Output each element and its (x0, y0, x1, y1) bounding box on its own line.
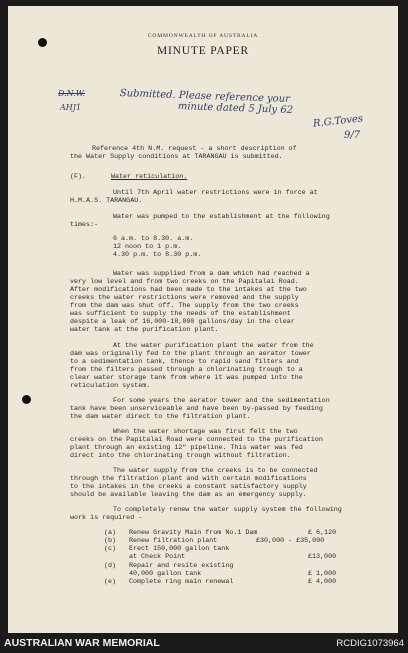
p7-line-2: through the filtration plant and with certain modifications (70, 475, 307, 483)
p6-line-3: plant through an existing 12" pipeline. This water was fed (70, 444, 303, 452)
p4-line-1: At the water purification plant the water from the (113, 342, 314, 350)
time-3: 4.30 p.m. to 8.30 p.m. (113, 251, 202, 259)
work-c-desc-2: at Check Point (129, 553, 186, 561)
handwritten-reference: D.N.W. (58, 89, 86, 98)
work-a-label: (a) (104, 529, 117, 537)
work-c-label: (c) (104, 545, 117, 553)
p4-line-4: from the filters passed through a chlorinating trough to a (70, 366, 303, 374)
p2-line-2: times:- (70, 221, 99, 229)
time-2: 12 noon to 1 p.m. (113, 243, 182, 251)
handwritten-note-line-1: Submitted. Please reference your (119, 88, 291, 105)
p3-line-5: from the dam was shut off. The supply from the two creeks (70, 302, 299, 310)
p3-line-6: was sufficient to supply the needs of the establishment (70, 310, 291, 318)
p8-line-2: work is required - (70, 514, 143, 522)
work-b-cost: £30,000 - £35,000 (256, 537, 325, 545)
work-e-label: (e) (104, 578, 117, 586)
document-page (8, 6, 398, 633)
work-e-desc: Complete ring main renewal (129, 578, 234, 586)
work-b-label: (b) (104, 537, 117, 545)
p2-line-1: Water was pumped to the establishment at the following (113, 213, 330, 221)
p7-line-1: The water supply from the creeks is to be connected (113, 467, 318, 475)
p4-line-6: reticulation system. (70, 382, 151, 390)
p3-line-4: creeks the water restrictions were removed and the supply (70, 294, 299, 302)
punch-hole-middle (22, 395, 31, 404)
work-d-desc-2: 40,000 gallon tank (129, 570, 202, 578)
work-a-desc: Renew Gravity Main from No.1 Dam (129, 529, 258, 537)
footer-source: AUSTRALIAN WAR MEMORIAL (4, 637, 160, 649)
p6-line-2: creeks on the Papitalai Road were connected to the purification (70, 436, 323, 444)
p5-line-3: the dam water direct to the filtration plant. (70, 413, 251, 421)
work-c-cost: £13,000 (308, 553, 337, 561)
page-title: MINUTE PAPER (157, 45, 249, 57)
work-d-desc-1: Repair and resite existing (129, 562, 234, 570)
work-d-label: (d) (104, 562, 117, 570)
p3-line-7: despite a leak of 16,000-18,000 gallons/day in the clear (70, 318, 295, 326)
p3-line-1: Water was supplied from a dam which had reached a (113, 270, 310, 278)
work-e-cost: £ 4,000 (308, 578, 337, 586)
p3-line-8: water tank at the purification plant. (70, 326, 219, 334)
section-title: Water reticulation. (111, 173, 188, 181)
footer-bar (0, 633, 408, 653)
p7-line-4: should be available leaving the dam as an emergency supply. (70, 491, 307, 499)
p4-line-3: to a sedimentation tank, thence to rapid sand filters and (70, 358, 299, 366)
p4-line-5: clear water storage tank from where it was pumped into the (70, 374, 303, 382)
header-commonwealth: COMMONWEALTH OF AUSTRALIA (147, 33, 259, 39)
work-c-desc-1: Erect 150,000 gallon tank (129, 545, 230, 553)
handwritten-note-line-2: minute dated 5 July 62 (177, 101, 294, 117)
section-label: (F). (70, 173, 87, 181)
p6-line-4: direct into the chlorinating trough without filtration. (70, 452, 291, 460)
work-a-cost: £ 6,120 (308, 529, 337, 537)
handwritten-margin-note: AHJ1 (60, 103, 82, 112)
work-d-cost: £ 1,000 (308, 570, 337, 578)
intro-line-2: the Water Supply conditions at TARANGAU is submitted. (70, 153, 283, 161)
intro-line-1: Reference 4th N.M. request - a short description of (92, 145, 297, 153)
work-b-desc: Renew filtration plant (129, 537, 218, 545)
p3-line-2: very low level and from two creeks on the Papitalai Road. (70, 278, 299, 286)
p3-line-3: After modifications had been made to the intakes at the two (70, 286, 307, 294)
p7-line-3: to the intakes in the creeks a constant satisfactory supply (70, 483, 307, 491)
p5-line-2: tank have been unserviceable and have been by-passed by feeding (70, 405, 323, 413)
p1-line-2: H.M.A.S. TARANGAU. (70, 197, 143, 205)
time-1: 6 a.m. to 8.30. a.m. (113, 235, 194, 243)
footer-record-id: RCDIG1073964 (336, 638, 404, 649)
p5-line-1: For some years the aerator tower and the sedimentation (113, 397, 330, 405)
p1-line-1: Until 7th April water restrictions were in force at (113, 189, 318, 197)
p4-line-2: dam was originally fed to the plant through an aerator tower (70, 350, 311, 358)
handwritten-signature: R.G.Toves (312, 113, 364, 130)
handwritten-signature-date: 9/7 (344, 130, 361, 141)
p6-line-1: When the water shortage was first felt the two (113, 428, 298, 436)
p8-line-1: To completely renew the water supply system the following (113, 506, 342, 514)
